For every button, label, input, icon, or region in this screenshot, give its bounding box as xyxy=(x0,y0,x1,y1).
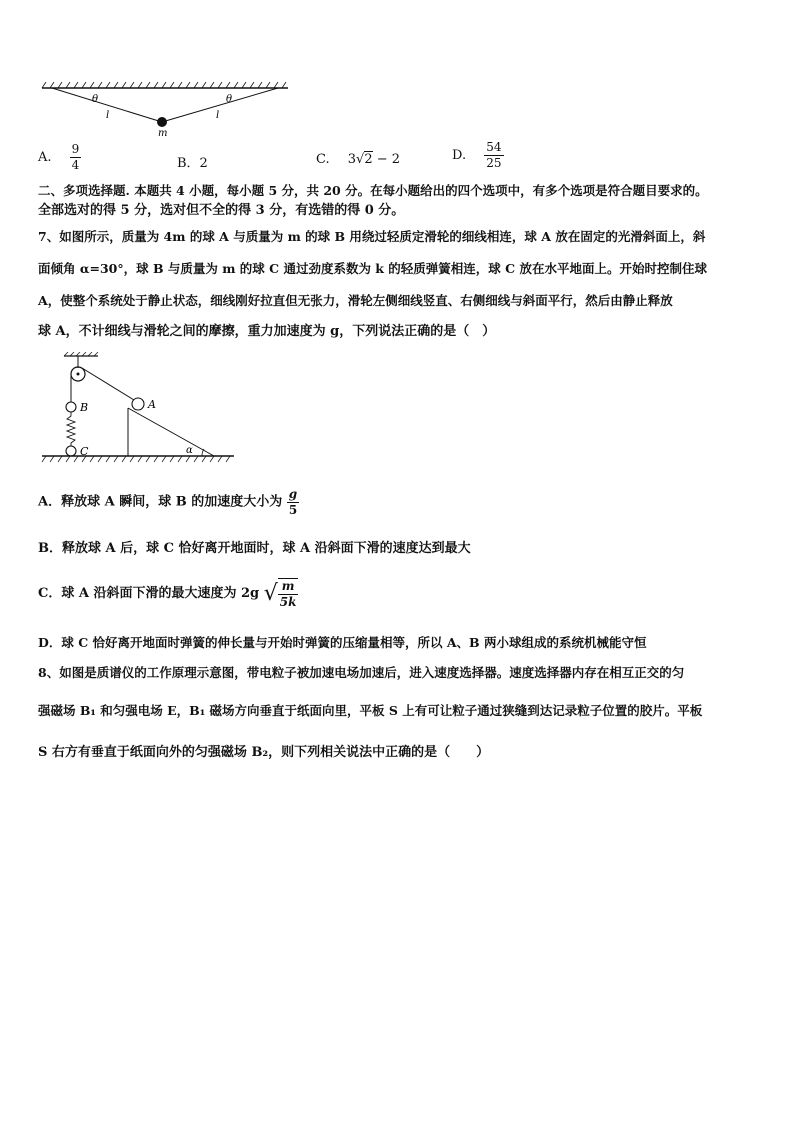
figure-pulley-incline xyxy=(38,352,238,468)
label-a: A xyxy=(148,398,156,411)
l-left: l xyxy=(106,110,110,121)
theta-left: θ xyxy=(92,94,99,105)
l-right: l xyxy=(216,110,220,121)
sqrt-sign: √ xyxy=(356,152,365,167)
q7-line3: A，使整个系统处于静止状态，细线刚好拉直但无张力，滑轮左侧细线竖直、右侧细线与斜面平行，然后由静止释放 xyxy=(38,293,673,308)
section2-line2: 全部选对的得 5 分，选对但不全的得 3 分，有选错的得 0 分。 xyxy=(38,203,405,218)
fraction: $\frac{g}{5}$ xyxy=(288,487,298,517)
q7-option-c: C．球 A 沿斜面下滑的最大速度为 2g √ $\frac{m}{5k}$ xyxy=(38,579,297,609)
q7-line1: 7、如图所示，质量为 4m 的球 A 与质量为 m 的球 B 用绕过轻质定滑轮的细线相连，球 A 放在固定的光滑斜面上，斜 xyxy=(38,229,706,244)
ball-a xyxy=(132,398,144,410)
ball-c xyxy=(66,446,76,456)
fraction: $\frac{m}{5k}$ xyxy=(279,579,297,609)
figure-v-string xyxy=(38,82,290,140)
q6-option-d: D. $\frac{54}{25}$ xyxy=(452,140,502,170)
label-alpha: α xyxy=(186,445,193,456)
q6-option-b: B．2 xyxy=(177,156,208,171)
fraction: $\frac{54}{25}$ xyxy=(486,140,502,170)
theta-right: θ xyxy=(226,94,233,105)
q8-line2: 强磁场 B₁ 和匀强电场 E，B₁ 磁场方向垂直于纸面向里，平板 S 上有可让粒子通过狭缝到达记录粒子位置的胶片。平板 xyxy=(38,703,703,718)
fraction: $\frac{9}{4}$ xyxy=(71,142,80,172)
q8-line1: 8、如图是质谱仪的工作原理示意图，带电粒子被加速电场加速后，进入速度选择器。速度选择器内存在相互正交的匀 xyxy=(38,665,685,680)
q8-line3: S 右方有垂直于纸面向外的匀强磁场 B₂，则下列相关说法中正确的是（ ） xyxy=(38,745,490,760)
sqrt-sign: √ xyxy=(263,581,278,606)
mass-label: m xyxy=(158,128,168,139)
spring xyxy=(67,412,75,446)
label-c: C xyxy=(80,445,89,458)
q6-option-a: A. $\frac{9}{4}$ xyxy=(38,142,80,172)
label-b: B xyxy=(80,401,89,414)
ball-b xyxy=(66,402,76,412)
section2-line1: 二、多项选择题. 本题共 4 小题，每小题 5 分，共 20 分。在每小题给出的四个选项中，有多个选项是符合题目要求的。 xyxy=(38,183,708,198)
q7-line4: 球 A，不计细线与滑轮之间的摩擦，重力加速度为 g，下列说法正确的是（ ） xyxy=(38,324,496,339)
q7-line2: 面倾角 α=30°，球 B 与质量为 m 的球 C 通过劲度系数为 k 的轻质弹簧相连，球 C 放在水平地面上。开始时控制住球 xyxy=(38,261,707,276)
q7-option-d: D．球 C 恰好离开地面时弹簧的伸长量与开始时弹簧的压缩量相等，所以 A、B 两小球组成的系统机械能守恒 xyxy=(38,635,647,650)
q6-option-c: C. 3√2 − 2 xyxy=(316,152,401,167)
q7-option-a: A．释放球 A 瞬间，球 B 的加速度大小为 $\frac{g}{5}$ xyxy=(38,487,298,517)
q7-option-b: B．释放球 A 后，球 C 恰好离开地面时，球 A 沿斜面下滑的速度达到最大 xyxy=(38,541,471,556)
mass-ball xyxy=(157,117,167,127)
